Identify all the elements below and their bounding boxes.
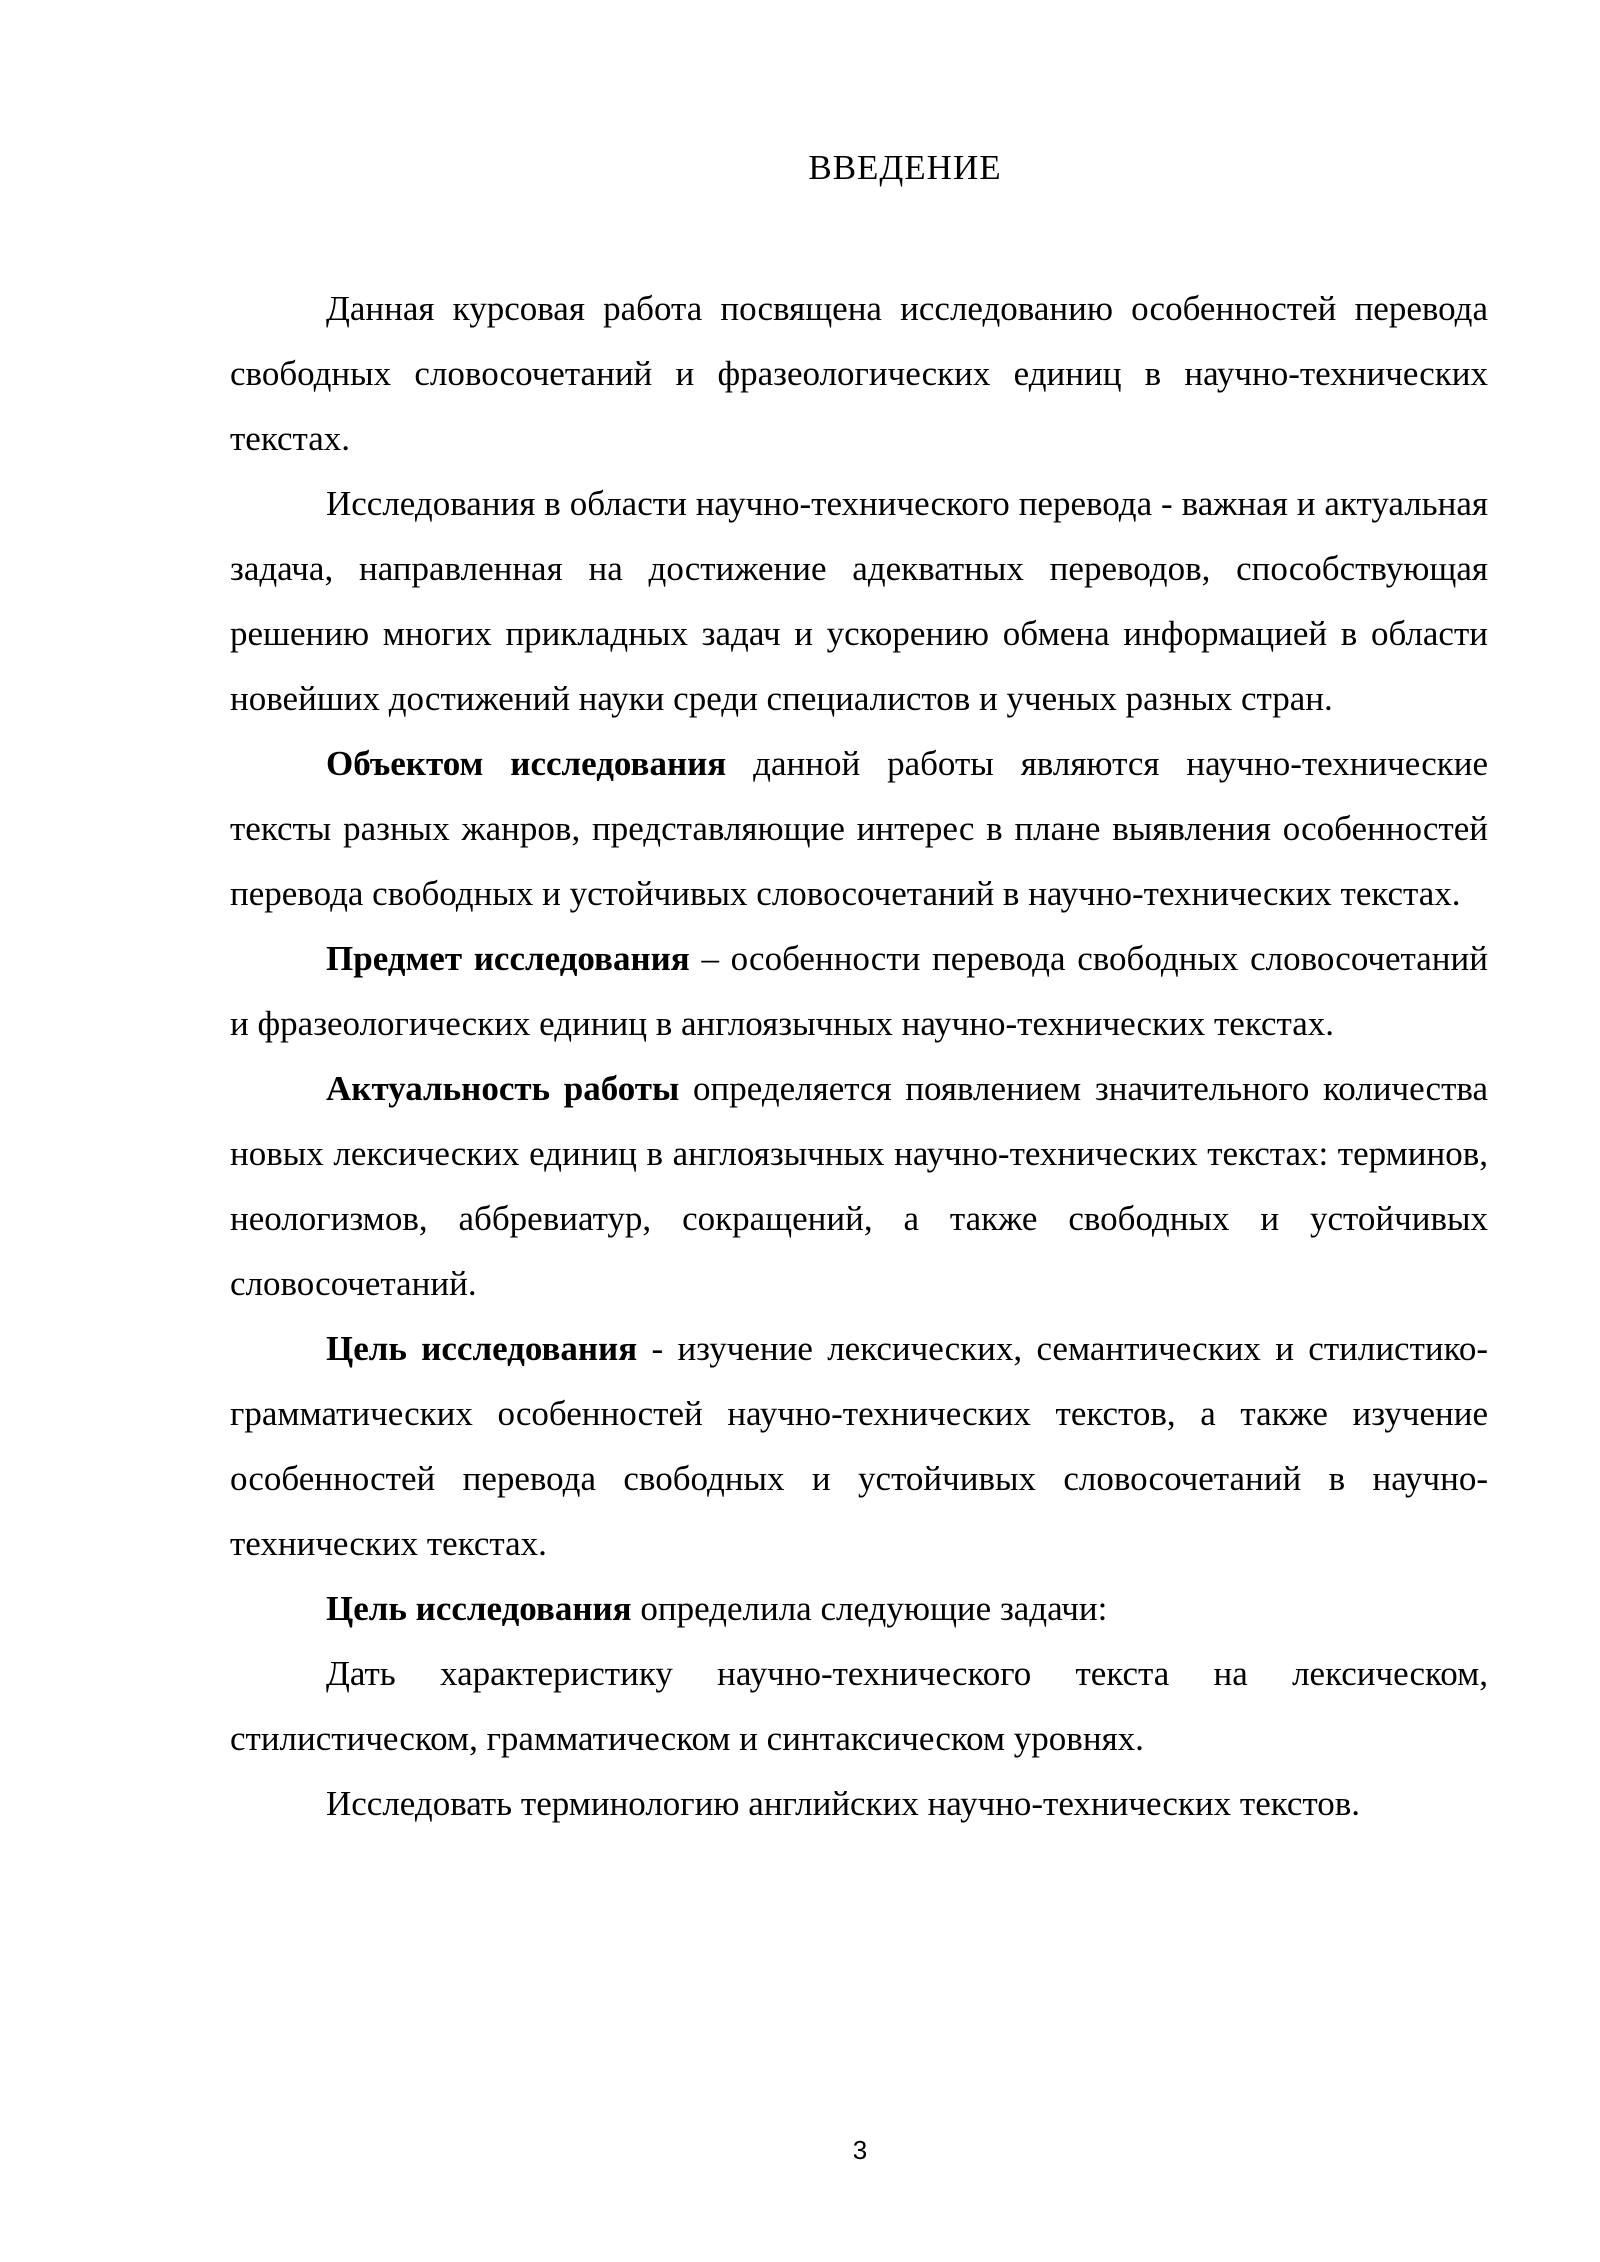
paragraph-subject — [230, 926, 1488, 1056]
paragraph-text: – особенности перевода свободных словосочетаний и фразеологических единиц в англоязычных научно-технических текстах. — [230, 939, 1488, 1043]
paragraph-task-2 — [230, 1771, 1488, 1836]
paragraph-text: Данная курсовая работа посвящена исследованию особенностей перевода свободных словосочетаний и фразеологических единиц в научно-технических текстах. — [230, 289, 1488, 458]
paragraph-goal — [230, 1316, 1488, 1576]
paragraph-text: Дать характеристику научно-технического текста на лексическом, стилистическом, грамматическом и синтаксическом уровнях. — [230, 1654, 1488, 1758]
paragraph-text: Исследования в области научно-технического перевода - важная и актуальная задача, направленная на достижение адекватных переводов, способствующая решению многих прикладных задач и ускорению обмена информацией в области новейших достижений науки среди специалистов и ученых разных стран. — [230, 484, 1488, 718]
page-title: ВВЕДЕНИЕ — [808, 148, 1002, 187]
paragraph-text: определяется появлением значительного количества новых лексических единиц в англоязычных научно-технических текстах: терминов, неологизмов, аббревиатур, сокращений, а также свободных и устойчивых словосочетаний. — [230, 1069, 1488, 1303]
paragraph-bold-term: Актуальность работы — [326, 1069, 680, 1108]
paragraph-intro — [230, 276, 1488, 471]
paragraph-actuality — [230, 1056, 1488, 1316]
paragraph-object — [230, 731, 1488, 926]
page-number: 3 — [852, 2135, 868, 2165]
paragraph-bold-term: Цель исследования — [326, 1589, 632, 1628]
paragraph-task-1 — [230, 1641, 1488, 1771]
paragraph-bold-term: Цель исследования — [326, 1329, 638, 1368]
paragraph-text: данной работы являются научно-технические тексты разных жанров, представляющие интерес в плане выявления особенностей перевода свободных и устойчивых словосочетаний в научно-технических текстах. — [230, 744, 1488, 913]
paragraph-text: Исследовать терминологию английских научно-технических текстов. — [326, 1784, 1361, 1823]
paragraph-text: определила следующие задачи: — [631, 1589, 1108, 1628]
paragraph-bold-term: Объектом исследования — [326, 744, 727, 783]
paragraph-relevance-research — [230, 471, 1488, 731]
paragraph-bold-term: Предмет исследования — [326, 939, 690, 978]
document-body — [230, 276, 1488, 1836]
paragraph-tasks-intro — [230, 1576, 1488, 1641]
paragraph-text: - изучение лексических, семантических и стилистико-грамматических особенностей научно-технических текстов, а также изучение особенностей перевода свободных и устойчивых словосочетаний в научно-технических текстах. — [230, 1329, 1488, 1563]
